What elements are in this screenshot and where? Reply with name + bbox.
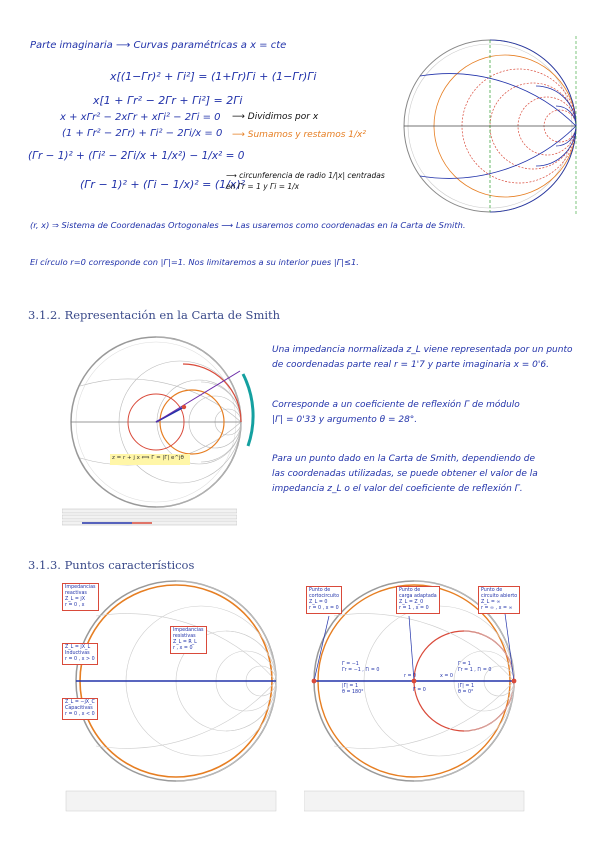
equation-5: (Γr − 1)² + (Γi² − 2Γi/x + 1/x²) − 1/x² = 0 [28, 150, 245, 162]
label-resistive [170, 626, 207, 654]
label-short-circuit-line-1: Punto de [309, 588, 331, 593]
equation-3-note: ⟶ Dividimos por x [232, 112, 319, 122]
paragraph-point-line-1: Para un punto dado en la Carta de Smith, dependiendo de [272, 454, 536, 464]
label-reactive-line-3: Z_L = jX [65, 597, 86, 602]
paragraph-point [272, 452, 538, 497]
circle-r0-line: El círculo r=0 corresponde con |Γ|=1. Nos limitaremos a su interior pues |Γ|≤1. [30, 257, 359, 267]
chart-label-z-gamma: z = r + j x ⟺ Γ = |Γ| e^jθ [112, 455, 184, 461]
label-r-zero: r = 0 [404, 674, 417, 679]
equation-6-note: ⟶ circunferencia de radio 1/|x| centradas en Γr = 1 y Γi = 1/x [226, 171, 385, 191]
label-short-gamma-polar-line-2: θ = 180° [342, 690, 364, 695]
label-open-circuit-line-2: circuito abierto [481, 594, 518, 599]
label-reactive-line-4: r = 0 , x [65, 603, 85, 608]
label-open-circuit-line-1: Punto de [481, 588, 503, 593]
paragraph-impedance [272, 343, 573, 373]
equation-6: (Γr − 1)² + (Γi − 1/x)² = (1/x)² [80, 178, 246, 191]
equation-2: x[1 + Γr² − 2Γr + Γi²] = 2Γi [93, 94, 243, 107]
label-matched-load-line-3: Z_L = Z_0 [399, 600, 424, 605]
label-open-gamma-polar-line-1: |Γ| = 1 [458, 684, 475, 689]
label-capacitive [62, 698, 98, 720]
label-inductive-line-3: r = 0 , x > 0 [65, 657, 95, 662]
label-short-circuit-line-3: Z_L = 0 [309, 600, 328, 605]
derivation-title: Parte imaginaria ⟶ Curvas paramétricas a x = cte [30, 40, 287, 51]
label-resistive-line-3: Z_L = R_L [173, 640, 197, 645]
smith-chart-top [390, 36, 590, 216]
label-inductive-line-2: Inductivas [65, 651, 90, 656]
paragraph-reflection-line-2: |Γ| = 0'33 y argumento θ = 28°. [272, 415, 418, 425]
label-open-circuit-line-3: Z_L = ∞ [481, 600, 501, 605]
equation-3: x + xΓr² − 2xΓr + xΓi² − 2Γi = 0 [60, 112, 221, 123]
label-open-gamma [458, 662, 491, 674]
coordinates-line: (r, x) ⇒ Sistema de Coordenadas Ortogonales ⟶ Las usaremos como coordenadas en la Carta de Smith. [30, 220, 466, 230]
label-reactive-line-2: reactivas [65, 591, 87, 596]
label-matched-load-line-2: carga adaptada [399, 594, 437, 599]
label-open-gamma-polar-line-2: θ = 0° [458, 690, 474, 695]
label-short-gamma-polar [342, 684, 364, 696]
label-matched-gamma: Γ = 0 [413, 688, 426, 693]
paragraph-impedance-line-2: de coordenadas parte real r = 1'7 y parte imaginaria x = 0'6. [272, 360, 549, 370]
equation-4: (1 + Γr² − 2Γr) + Γi² − 2Γi/x = 0 [62, 128, 223, 139]
label-matched-load [396, 586, 440, 614]
paragraph-impedance-line-1: Una impedancia normalizada z_L viene representada por un punto [272, 345, 573, 355]
label-open-gamma-polar [458, 684, 474, 696]
label-open-circuit-line-4: r = ∞ , x = ∞ [481, 606, 513, 611]
paragraph-reflection [272, 398, 520, 428]
label-short-gamma-line-1: Γ = −1 [342, 662, 359, 667]
label-capacitive-line-3: r = 0 , x < 0 [65, 712, 95, 717]
label-short-gamma-line-2: Γr = −1 , Γi = 0 [342, 668, 380, 673]
label-open-gamma-line-2: Γr = 1 , Γi = 0 [458, 668, 492, 673]
label-inductive-line-1: Z_L = jX_L [65, 645, 91, 650]
paragraph-reflection-line-1: Corresponde a un coeficiente de reflexión Γ de módulo [272, 400, 520, 410]
label-short-gamma-polar-line-1: |Γ| = 1 [342, 684, 359, 689]
label-short-circuit [306, 586, 342, 614]
equation-4-note: ⟶ Sumamos y restamos 1/x² [232, 130, 366, 140]
label-short-circuit-line-2: cortocircuito [309, 594, 340, 599]
section-313-heading: 3.1.3. Puntos característicos [28, 558, 195, 572]
label-x-zero: x = 0 [440, 674, 453, 679]
label-open-circuit [478, 586, 520, 614]
label-reactive [62, 583, 99, 611]
label-capacitive-line-1: Z_L = −jX_C [65, 700, 95, 705]
label-matched-load-line-4: r = 1 , x = 0 [399, 606, 429, 611]
smith-chart-representation [60, 326, 260, 526]
label-matched-load-line-1: Punto de [399, 588, 421, 593]
label-capacitive-line-2: Capacitivas [65, 706, 93, 711]
paragraph-point-line-2: las coordenadas utilizadas, se puede obtener el valor de la [272, 469, 538, 479]
label-resistive-line-4: r , x = 0 [173, 646, 193, 651]
label-inductive [62, 643, 98, 665]
label-short-gamma [342, 662, 380, 674]
label-open-gamma-line-1: Γ = 1 [458, 662, 471, 667]
label-short-circuit-line-4: r = 0 , x = 0 [309, 606, 339, 611]
label-resistive-line-1: Impedancias [173, 628, 204, 633]
section-312-heading: 3.1.2. Representación en la Carta de Smith [28, 308, 281, 322]
smith-chart-impedances [56, 576, 286, 816]
label-resistive-line-2: resistivas [173, 634, 196, 639]
paragraph-point-line-3: impedancia z_L o el valor del coeficiente de reflexión Γ. [272, 484, 523, 494]
equation-1: x[(1−Γr)² + Γi²] = (1+Γr)Γi + (1−Γr)Γi [110, 70, 317, 83]
smith-chart-scale [62, 507, 237, 529]
label-reactive-line-1: Impedancias [65, 585, 96, 590]
